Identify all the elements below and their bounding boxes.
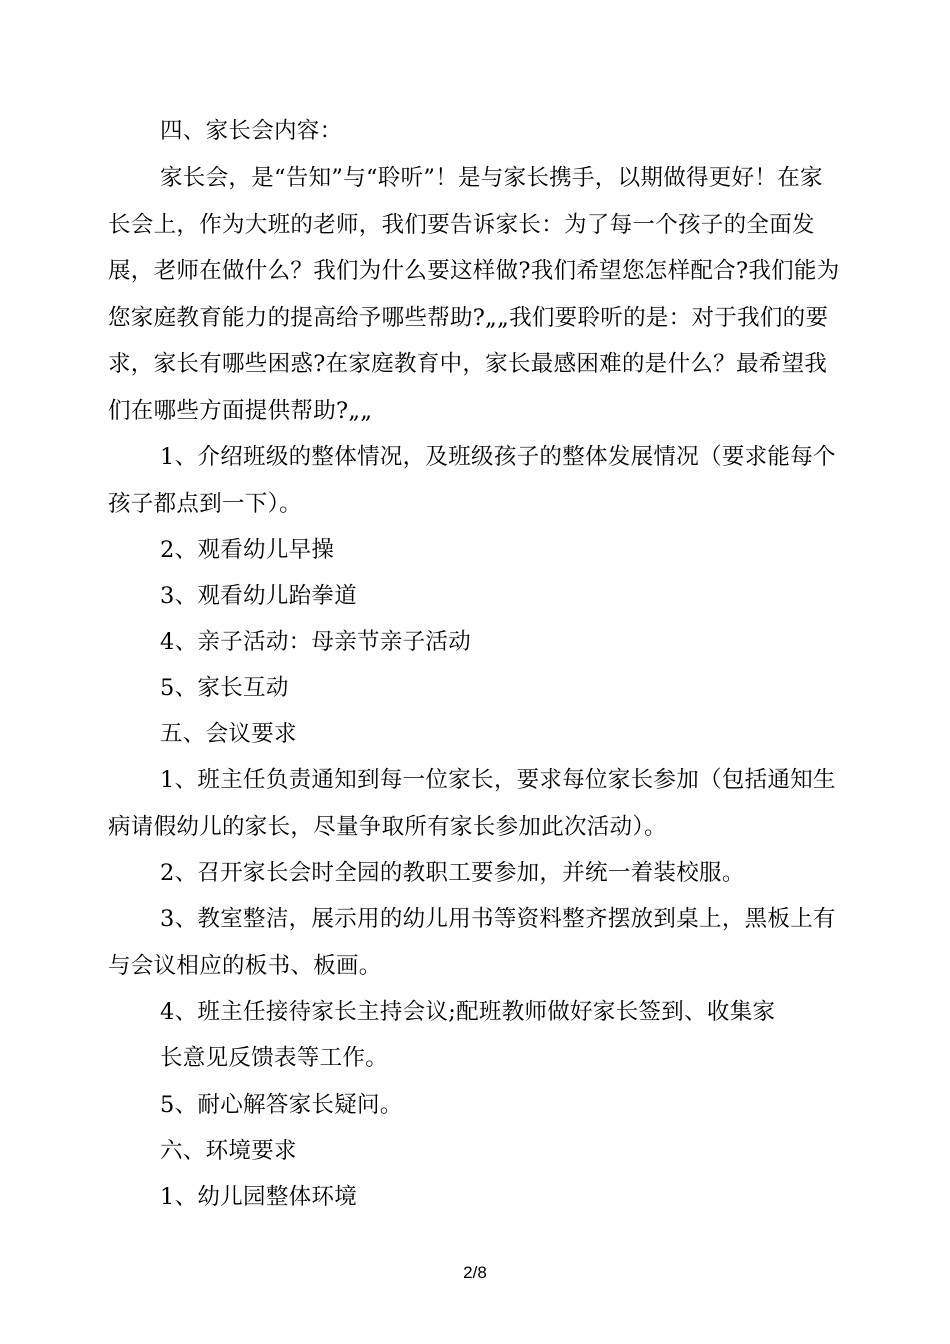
requirement-item-1: 1、班主任负责通知到每一位家长，要求每位家长参加（包括通知生病请假幼儿的家长，尽量争取所有家长参加此次活动）。: [108, 767, 836, 840]
requirement-item-5: 5、耐心解答家长疑问。: [160, 1092, 403, 1118]
requirement-item-4-continued: 长意见反馈表等工作。: [160, 1045, 389, 1071]
section-heading-4: 四、家长会内容：: [160, 118, 343, 144]
section-heading-5: 五、会议要求: [160, 721, 297, 747]
page-number: 2/8: [463, 1263, 487, 1282]
requirement-item-4: 4、班主任接待家长主持会议;配班教师做好家长签到、收集家: [160, 999, 776, 1025]
requirement-item-2: 2、召开家长会时全园的教职工要参加，并统一着装校服。: [160, 860, 745, 886]
environment-item-1: 1、幼儿园整体环境: [160, 1184, 358, 1210]
intro-paragraph: 家长会，是“告知”与“聆听”！是与家长携手，以期做得更好！在家长会上，作为大班的老师，我们要告诉家长：为了每一个孩子的全面发展，老师在做什么？我们为什么要这样做?我们希望您怎样配合?我们能为您家庭教育能力的提高给予哪些帮助?„„我们要聆听的是：对于我们的要求，家长有哪些困惑?在家庭教育中，家长最感困难的是什么？最希望我们在哪些方面提供帮助?„„: [108, 165, 840, 424]
list-item-2: 2、观看幼儿早操: [160, 537, 335, 563]
list-item-5: 5、家长互动: [160, 675, 289, 701]
requirement-item-3: 3、教室整洁，展示用的幼儿用书等资料整齐摆放到桌上，黑板上有与会议相应的板书、板画。: [108, 906, 836, 979]
list-item-4: 4、亲子活动：母亲节亲子活动: [160, 629, 472, 655]
list-item-1: 1、介绍班级的整体情况，及班级孩子的整体发展情况（要求能每个孩子都点到一下）。: [108, 444, 836, 517]
section-heading-6: 六、环境要求: [160, 1138, 297, 1164]
list-item-3: 3、观看幼儿跆拳道: [160, 583, 358, 609]
